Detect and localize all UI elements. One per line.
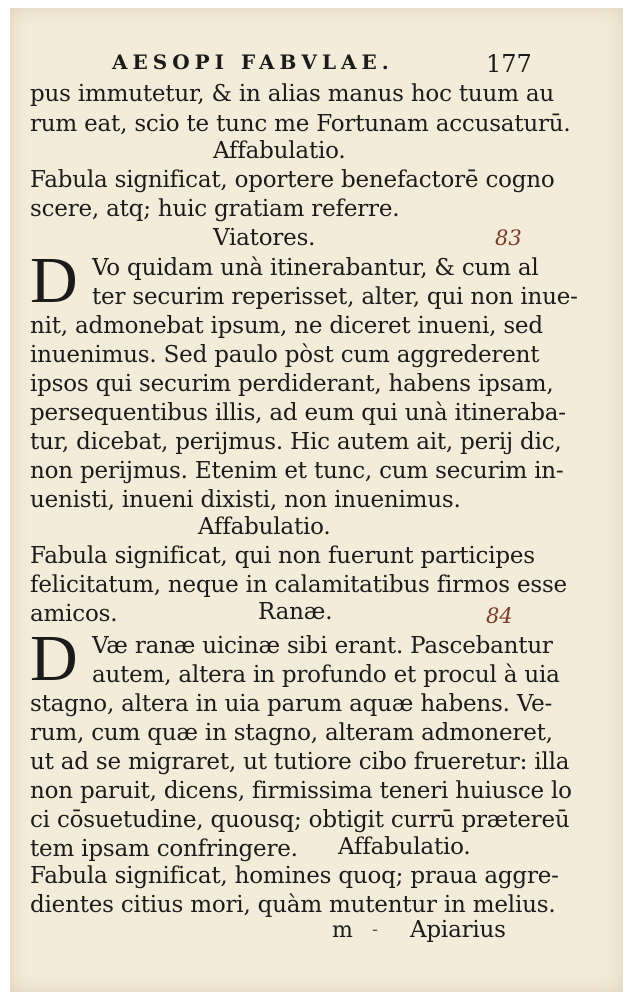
text-line: felicitatum, neque in calamitatibus firmos esse — [30, 572, 567, 598]
text-line: inuenimus. Sed paulo pòst cum aggrederent — [30, 342, 540, 368]
text-line: tem ipsam confringere. — [30, 836, 298, 862]
text-line: rum eat, scio te tunc me Fortunam accusaturū. — [30, 111, 571, 137]
text-line: scere, atq; huic gratiam referre. — [30, 196, 400, 222]
text-line: amicos. — [30, 601, 118, 627]
handwritten-annotation: 83 — [495, 226, 522, 250]
running-head: AESOPI FABVLAE. — [112, 50, 394, 74]
text-line: ci cōsuetudine, quousq; obtigit currū prætereū — [30, 807, 570, 833]
text-line: autem, altera in profundo et procul à uia — [92, 662, 560, 688]
text-line: pus immutetur, & in alias manus hoc tuum au — [30, 81, 554, 107]
text-line: non paruit, dicens, firmissima teneri huiusce lo — [30, 778, 572, 804]
separator-dash: - — [372, 919, 379, 940]
text-line: tur, dicebat, perijmus. Hic autem ait, perij dic, — [30, 429, 562, 455]
signature-mark: m — [332, 918, 353, 943]
text-line: Fabula significat, qui non fuerunt participes — [30, 543, 535, 569]
text-line: rum, cum quæ in stagno, alteram admoneret, — [30, 720, 553, 746]
text-line: stagno, altera in uia parum aquæ habens. Ve- — [30, 691, 553, 717]
text-line: Fabula significat, oportere benefactorē cogno — [30, 167, 555, 193]
drop-cap: D — [30, 244, 78, 317]
fable-title: Viatores. — [213, 225, 316, 251]
text-line: ipsos qui securim perdiderant, habens ipsam, — [30, 371, 554, 397]
catchword: Apiarius — [410, 917, 506, 943]
text-line: ter securim reperisset, alter, qui non inue- — [92, 284, 578, 310]
drop-cap: D — [30, 622, 78, 695]
text-line: uenisti, inueni dixisti, non inuenimus. — [30, 487, 461, 513]
text-line: Fabula significat, homines quoq; praua aggre- — [30, 863, 559, 889]
fable-title: Ranæ. — [258, 599, 333, 625]
page-number: 177 — [486, 50, 532, 78]
text-line: nit, admonebat ipsum, ne diceret inueni, sed — [30, 313, 543, 339]
text-line: persequentibus illis, ad eum qui unà itineraba- — [30, 400, 566, 426]
text-line: ut ad se migraret, ut tutiore cibo frueretur: illa — [30, 749, 570, 775]
text-line: Vo quidam unà itinerabantur, & cum al — [92, 255, 539, 281]
moral-heading: Affabulatio. — [198, 514, 331, 540]
text-line: dientes citius mori, quàm mutentur in melius. — [30, 892, 556, 918]
moral-heading: Affabulatio. — [338, 834, 471, 860]
handwritten-annotation: 84 — [486, 604, 513, 628]
text-line: Væ ranæ uicinæ sibi erant. Pascebantur — [92, 633, 553, 659]
text-line: non perijmus. Etenim et tunc, cum securim in- — [30, 458, 564, 484]
moral-heading: Affabulatio. — [213, 138, 346, 164]
